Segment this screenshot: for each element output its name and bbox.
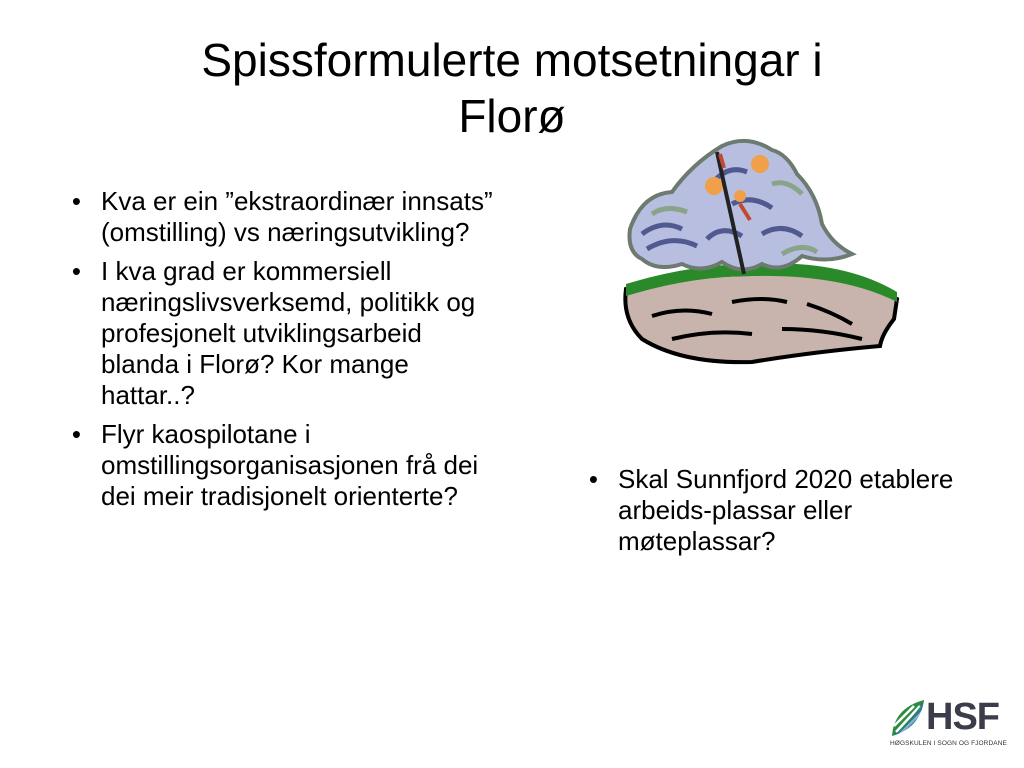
list-item [61, 186, 501, 248]
logo-name: HSF [926, 696, 999, 738]
list-item [61, 419, 501, 512]
left-bullet-list [61, 186, 501, 520]
right-bullet-list [578, 464, 958, 565]
bullet-icon: • [588, 464, 598, 494]
hsf-logo [890, 696, 1010, 754]
list-item [61, 256, 501, 411]
hikers-on-path-icon [612, 124, 912, 374]
bullet-text: Skal Sunnfjord 2020 etablere arbeids-plassar eller møteplassar? [618, 464, 954, 556]
bullet-icon: • [71, 256, 81, 286]
bullet-text: I kva grad er kommersiell næringslivsverksemd, politikk og profesjonelt utviklingsarbeid blanda i Florø? Kor mange hattar..? [101, 256, 476, 410]
slide-title-line1: Spissformulerte motsetningar i [201, 34, 823, 86]
bullet-text: Flyr kaospilotane i omstillingsorganisasjonen frå dei dei meir tradisjonelt orienterte? [101, 419, 479, 511]
bullet-text: Kva er ein ”ekstraordinær innsats” (omstilling) vs næringsutvikling? [101, 186, 493, 247]
list-item [578, 464, 958, 557]
slide-title-line2: Florø [458, 90, 566, 142]
logo-subtitle: HØGSKULEN I SOGN OG FJORDANE [890, 740, 1007, 747]
bullet-icon: • [71, 186, 81, 216]
bullet-icon: • [71, 419, 81, 449]
leaf-stripes-icon [890, 698, 926, 738]
